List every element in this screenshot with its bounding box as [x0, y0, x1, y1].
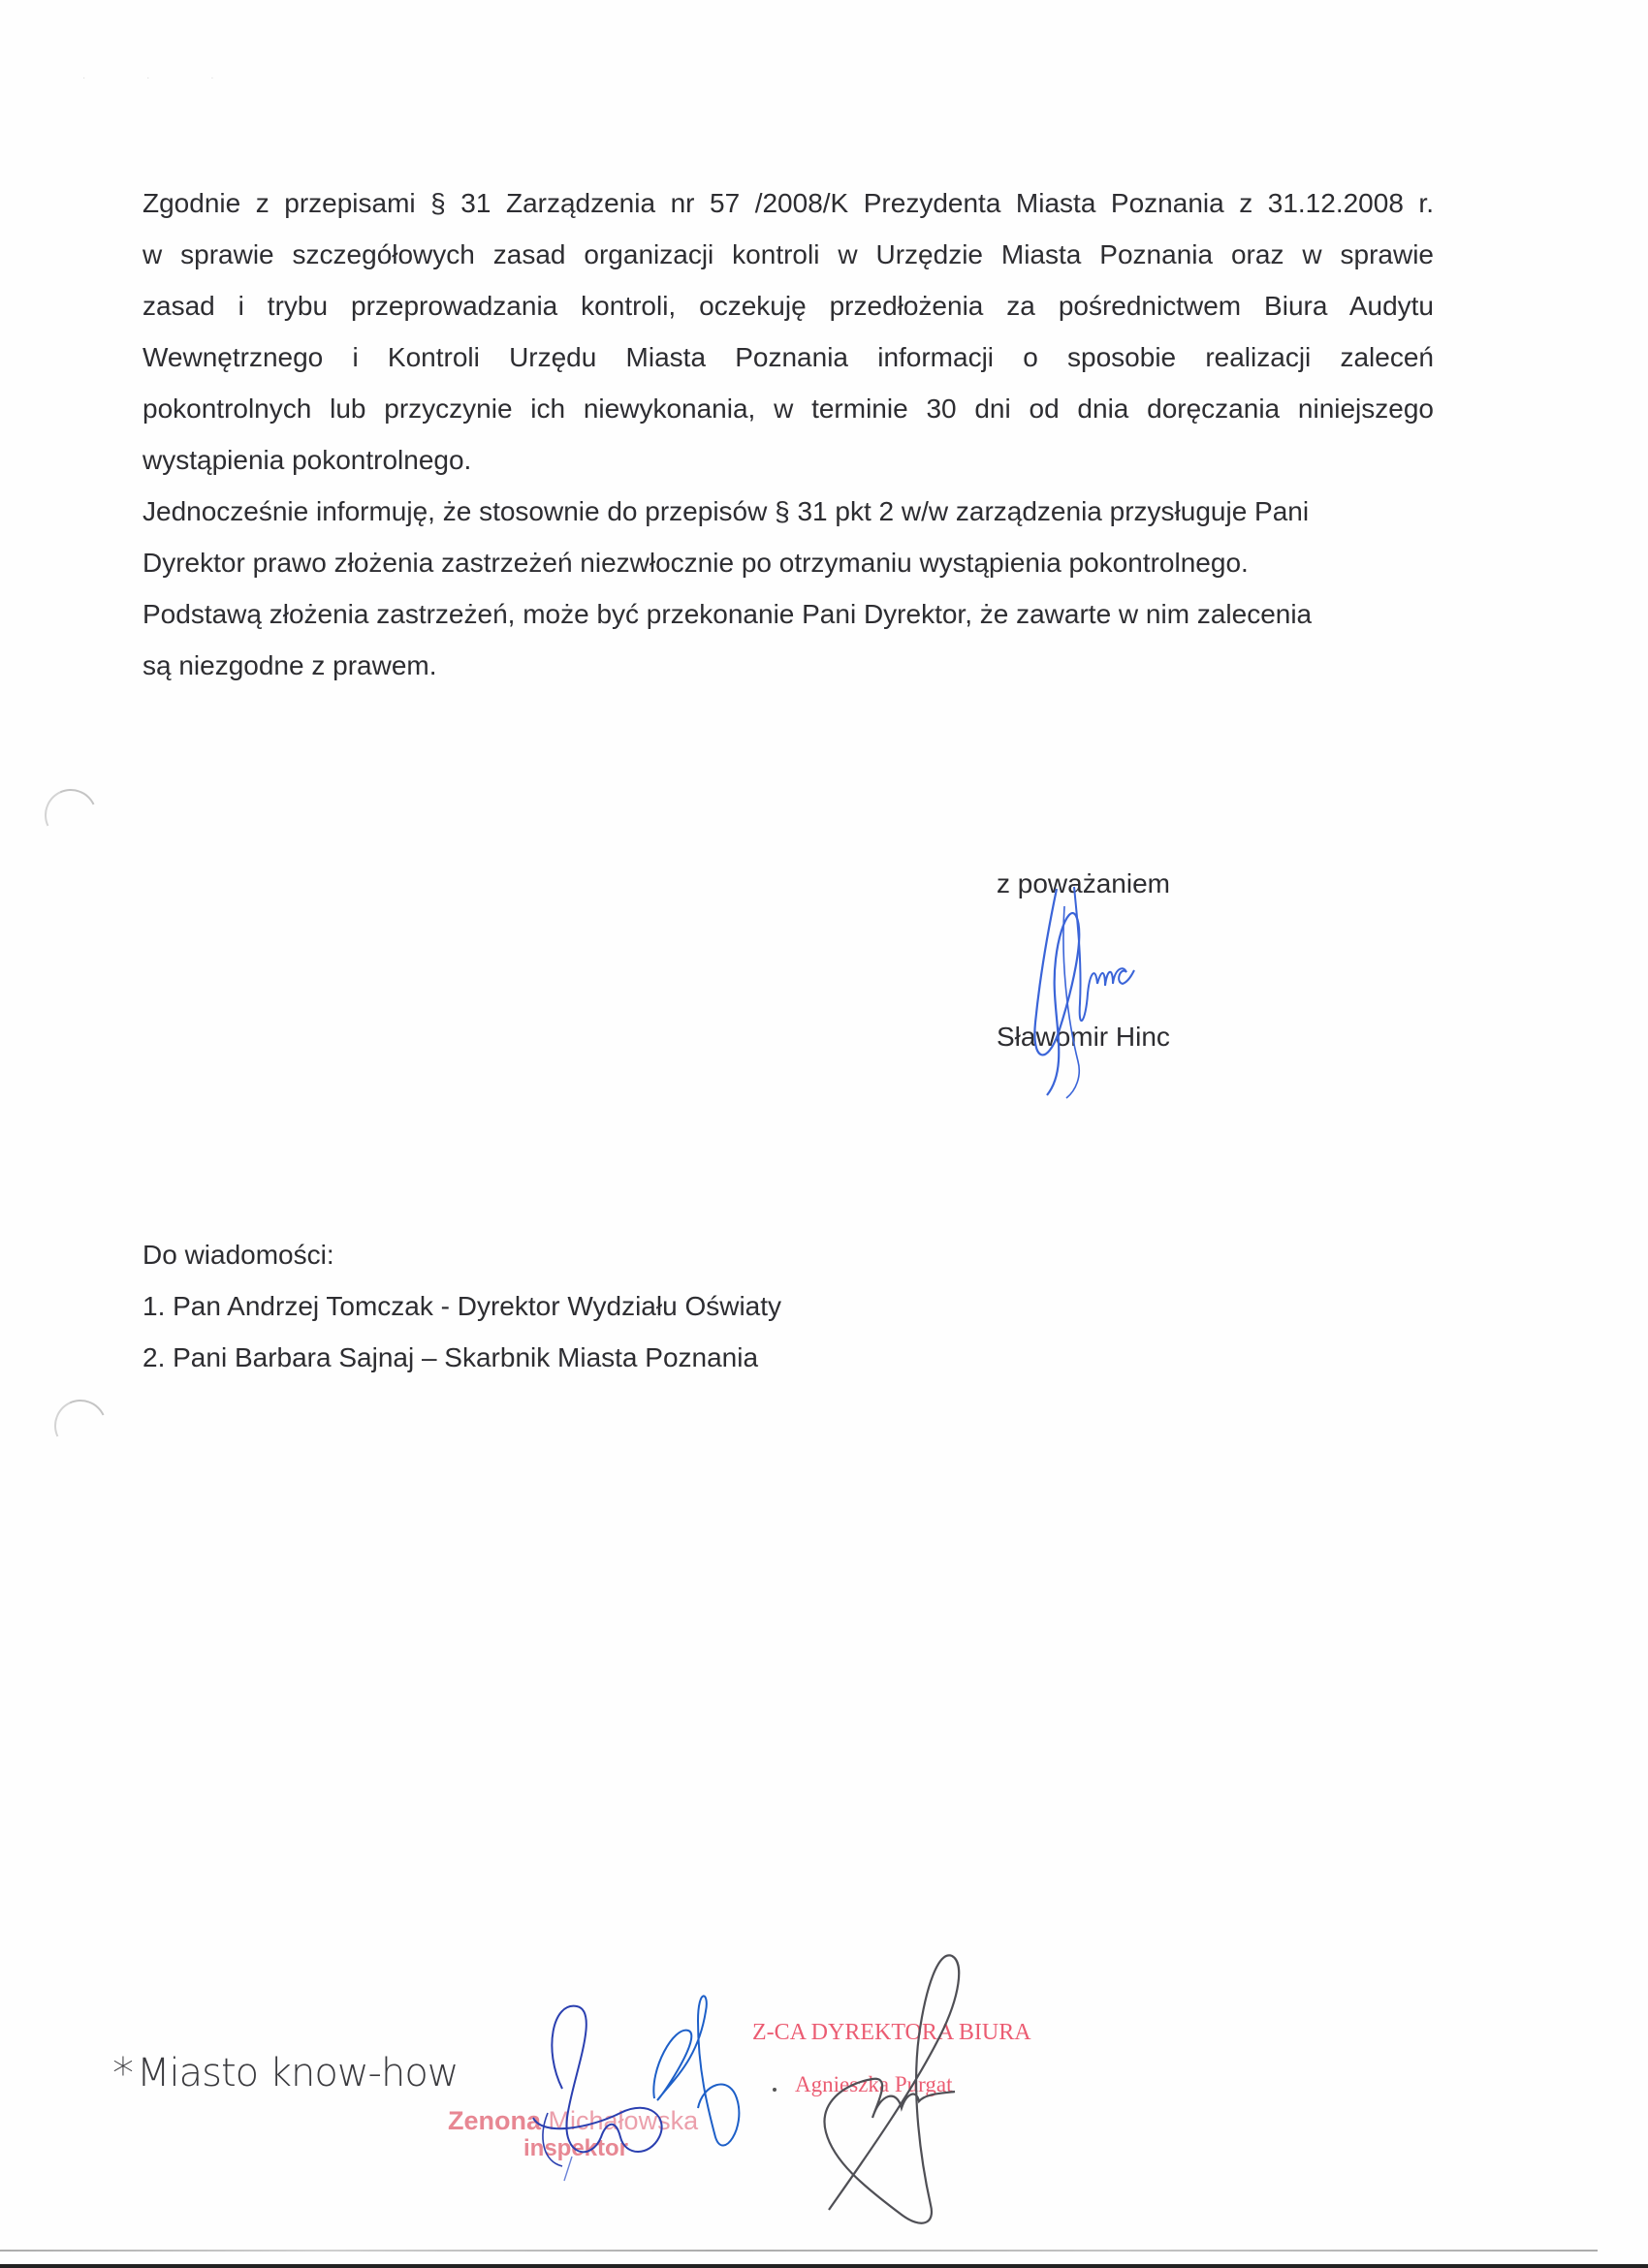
scan-page-edge — [0, 2250, 1598, 2252]
punch-hole-mark — [37, 781, 104, 848]
scan-artifact: · · · — [82, 73, 243, 83]
punch-hole-mark — [47, 1392, 113, 1459]
cc-title: Do wiadomości: — [143, 1240, 334, 1270]
stamp-dot — [773, 2088, 776, 2092]
carbon-copy-list — [143, 1229, 781, 1383]
letter-body — [143, 177, 1434, 691]
city-logo — [112, 2047, 459, 2096]
text-line: Jednocześnie informuję, że stosownie do przepisów § 31 pkt 2 w/w zarządzenia przysługuje Pani — [143, 496, 1310, 526]
stamp-last-name: Michałowska — [548, 2106, 699, 2135]
text-line: w sprawie szczegółowych zasad organizacji kontroli w Urzędzie Miasta Poznania oraz w sprawie — [143, 239, 1434, 269]
text-line: Podstawą złożenia zastrzeżeń, może być przekonanie Pani Dyrektor, że zawarte w nim zalecenia — [143, 599, 1313, 629]
text-line: Dyrektor prawo złożenia zastrzeżeń niezwłocznie po otrzymaniu wystąpienia pokontrolnego. — [143, 548, 1249, 578]
text-line: zasad i trybu przeprowadzania kontroli, oczekuję przedłożenia za pośrednictwem Biura Audytu — [143, 291, 1434, 321]
cc-recipient: 1. Pan Andrzej Tomczak - Dyrektor Wydziału Oświaty — [143, 1291, 782, 1321]
inspector-stamp-name — [448, 2106, 698, 2136]
text-line: wystąpienia pokontrolnego. — [143, 445, 472, 475]
signer-signature-icon — [1018, 877, 1154, 1100]
scan-border — [0, 2264, 1648, 2268]
deputy-director-stamp-name: Agnieszka Purgat — [795, 2072, 953, 2096]
text-line: pokontrolnych lub przyczynie ich niewykonania, w terminie 30 dni od dnia doręczania niniejszego — [143, 394, 1434, 424]
asterisk-logo-icon: * — [112, 2049, 133, 2098]
stamp-first-name: Zenona — [448, 2106, 542, 2135]
text-line: Zgodnie z przepisami § 31 Zarządzenia nr 57 /2008/K Prezydenta Miasta Poznania z 31.12.2008 r. — [143, 188, 1434, 218]
inspector-stamp-role: inspektor — [523, 2135, 629, 2161]
cc-recipient: 2. Pani Barbara Sajnaj – Skarbnik Miasta Poznania — [143, 1342, 759, 1372]
paragraph-reporting-obligation — [143, 177, 1434, 486]
signer-name: Sławomir Hinc — [997, 1022, 1170, 1052]
logo-text: Miasto know-how — [137, 2051, 459, 2095]
closing-greeting: z poważaniem — [997, 868, 1170, 898]
text-line: są niezgodne z prawem. — [143, 650, 437, 680]
paragraph-objection-rights — [143, 486, 1434, 691]
text-line: Wewnętrznego i Kontroli Urzędu Miasta Poznania informacji o sposobie realizacji zaleceń — [143, 342, 1434, 372]
deputy-director-stamp-title: Z-CA DYREKTORA BIURA — [752, 2020, 1031, 2045]
